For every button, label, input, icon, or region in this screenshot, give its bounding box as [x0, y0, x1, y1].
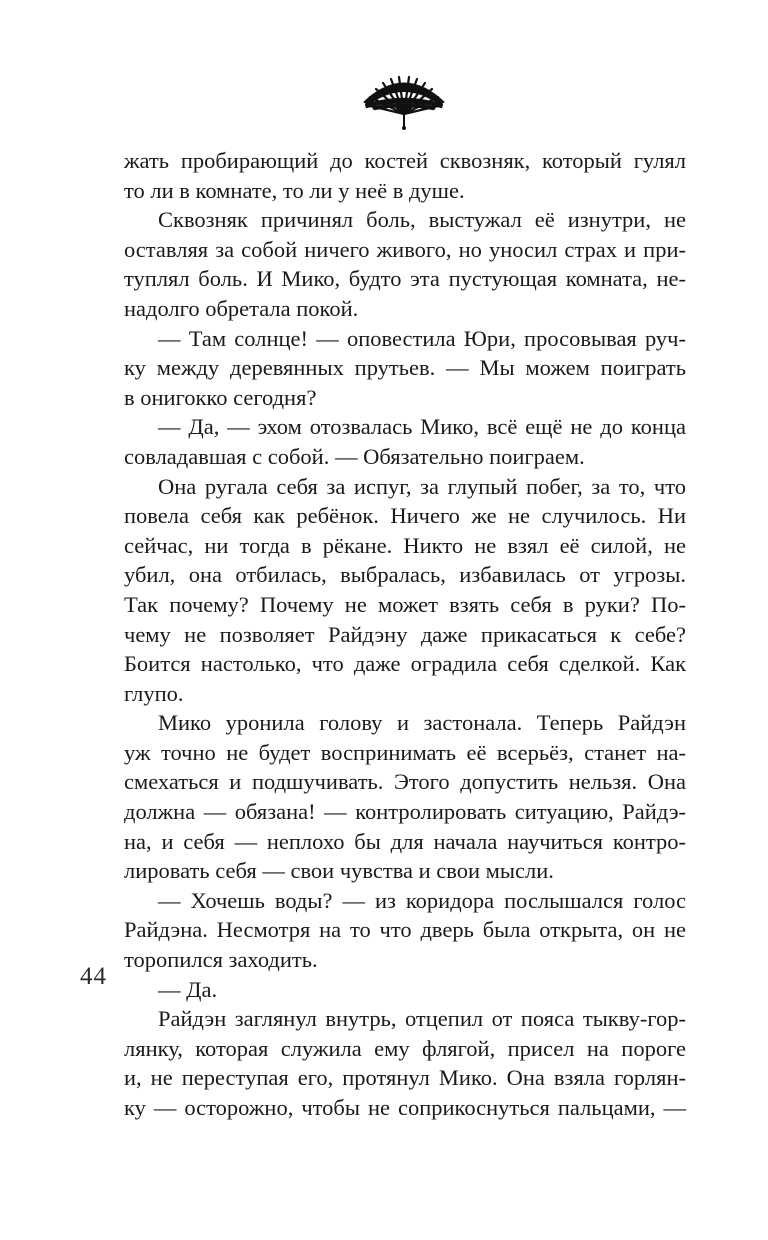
- text-line: торопился заходить.: [124, 947, 318, 973]
- text-line: то ли в комнате, то ли у неё в душе.: [124, 177, 465, 203]
- text-line: — Там солнце! — оповестила Юри, просовывая руч-: [158, 325, 686, 351]
- text-line: Боится настолько, что даже оградила себя сделкой. Как: [124, 651, 686, 677]
- text-line: уж точно не будет воспринимать её всерьёз, станет на-: [124, 739, 686, 765]
- text-line: сейчас, ни тогда в рёкане. Никто не взял её силой, не: [124, 532, 686, 558]
- text-line: Сквозняк причинял боль, выстужал её изнутри, не: [158, 207, 686, 233]
- text-line: Райдэна. Несмотря на то что дверь была открыта, он не: [124, 917, 686, 943]
- text-line: — Да.: [158, 976, 218, 1002]
- text-line: убил, она отбилась, выбралась, избавилась от угрозы.: [124, 562, 686, 588]
- text-line: — Хочешь воды? — из коридора послышался голос: [158, 887, 686, 913]
- text-line: чему не позволяет Райдэну даже прикасаться к себе?: [124, 621, 686, 647]
- text-line: ку между деревянных прутьев. — Мы можем поиграть: [124, 355, 686, 381]
- folding-fan-icon: [362, 72, 446, 132]
- text-line: туплял боль. И Мико, будто эта пустующая комната, не-: [124, 266, 686, 292]
- text-line: надолго обретала покой.: [124, 295, 359, 321]
- text-line: ку — осторожно, чтобы не соприкоснуться пальцами, —: [124, 1095, 686, 1120]
- text-line: жать пробирающий до костей сквозняк, который гулял: [124, 148, 686, 173]
- text-line: Райдэн заглянул внутрь, отцепил от пояса тыкву-гор-: [158, 1006, 686, 1032]
- text-line: Мико уронила голову и застонала. Теперь Райдэн: [158, 710, 686, 736]
- page-number: 44: [80, 963, 107, 990]
- text-line: смехаться и подшучивать. Этого допустить нельзя. Она: [124, 769, 686, 795]
- text-line: совладавшая с собой. — Обязательно поиграем.: [124, 443, 585, 469]
- text-line: на, и себя — неплохо бы для начала научиться контро-: [124, 828, 686, 854]
- body-text: [124, 146, 686, 1123]
- text-line: и, не переступая его, протянул Мико. Она взяла горлян-: [124, 1065, 686, 1091]
- text-line: глупо.: [124, 680, 184, 706]
- text-line: лянку, которая служила ему флягой, присел на пороге: [124, 1035, 686, 1061]
- text-line: должна — обязана! — контролировать ситуацию, Райдэ-: [124, 799, 686, 825]
- text-line: оставляя за собой ничего живого, но уносил страх и при-: [124, 236, 686, 262]
- text-line: лировать себя — свои чувства и свои мысли.: [124, 858, 554, 884]
- text-line: в онигокко сегодня?: [124, 384, 317, 410]
- text-line: Так почему? Почему не может взять себя в руки? По-: [124, 591, 686, 617]
- text-line: Она ругала себя за испуг, за глупый побег, за то, что: [158, 473, 686, 499]
- text-line: повела себя как ребёнок. Ничего же не случилось. Ни: [124, 503, 686, 529]
- text-line: — Да, — эхом отозвалась Мико, всё ещё не до конца: [158, 414, 686, 440]
